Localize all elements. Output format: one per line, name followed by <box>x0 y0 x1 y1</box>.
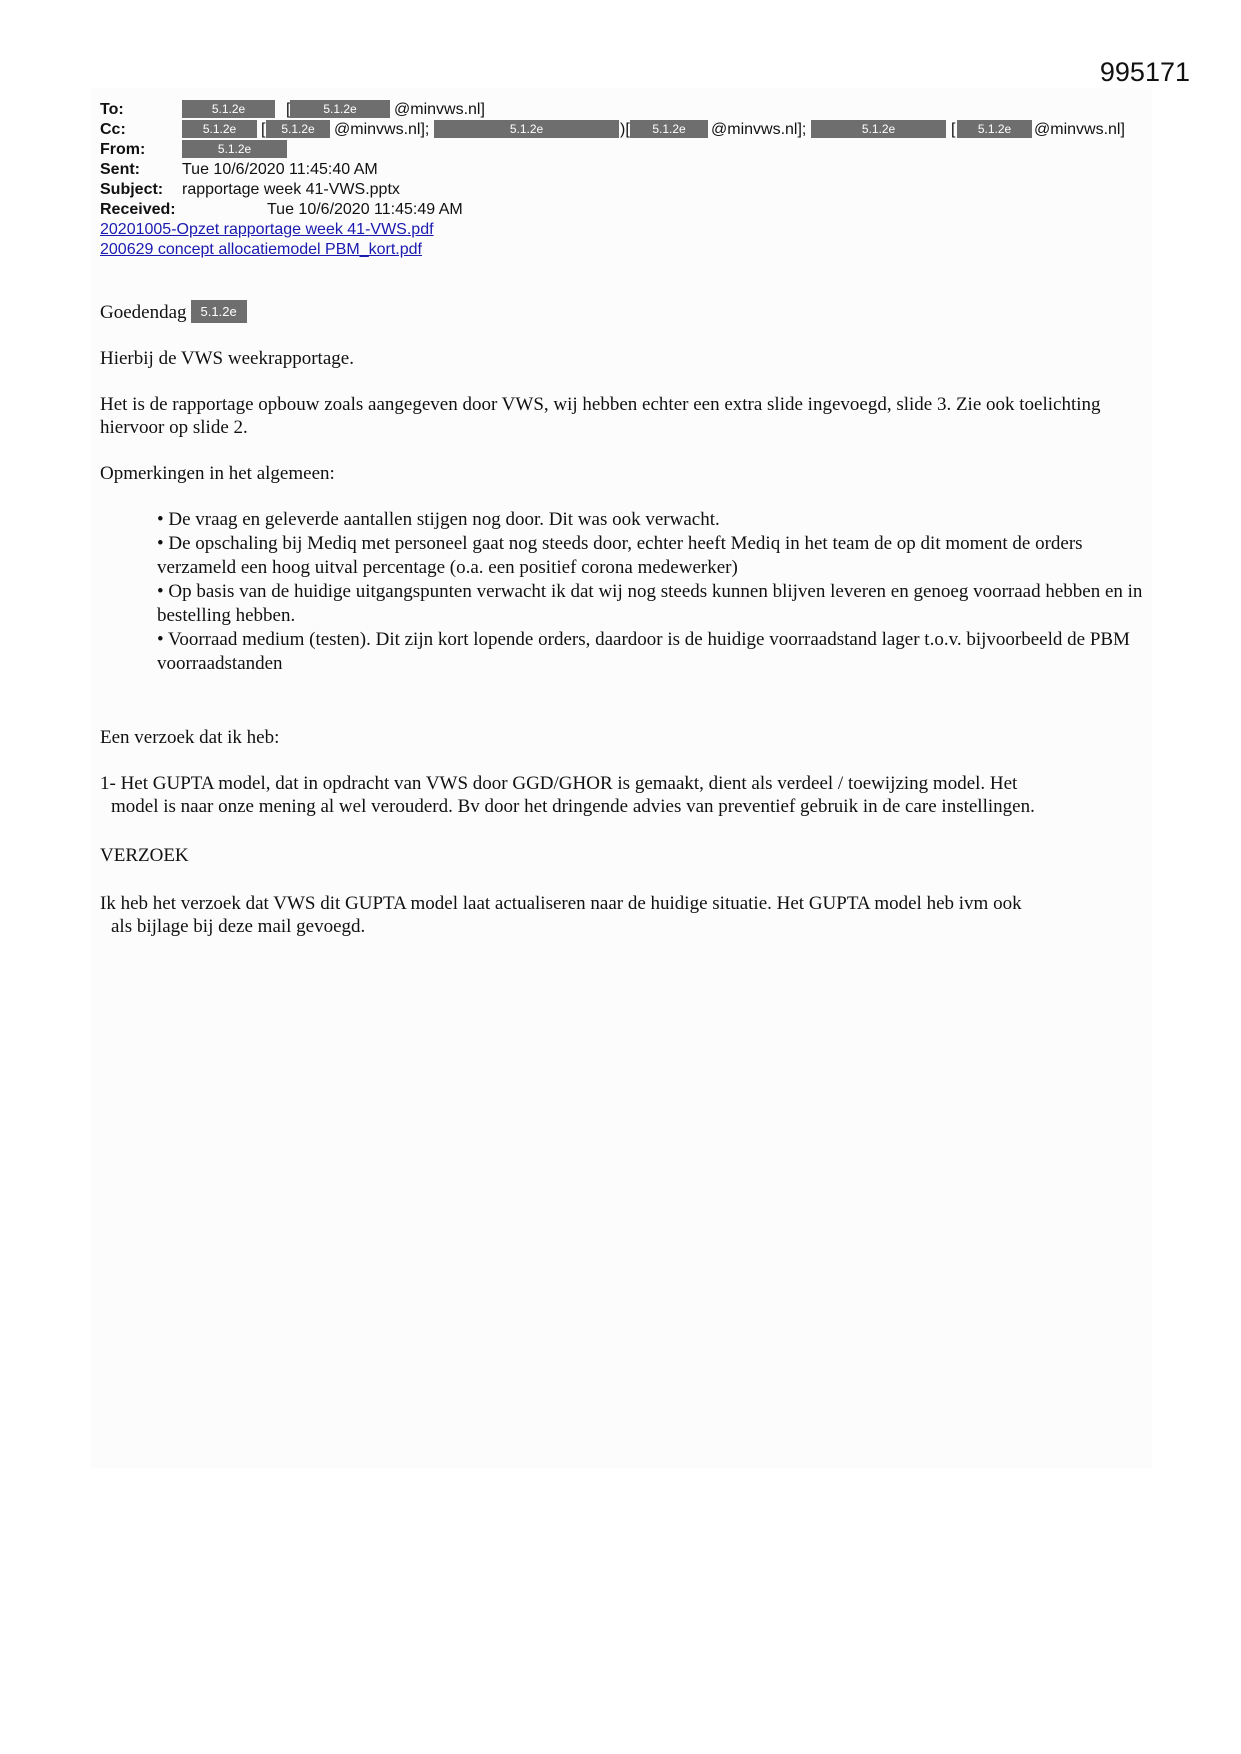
request-line: 1- Het GUPTA model, dat in opdracht van VWS door GGD/GHOR is gemaakt, dient als verdeel / toewijzing model. Het <box>100 773 1018 794</box>
to-label: To: <box>100 101 124 118</box>
to-email-domain: @minvws.nl] <box>394 101 485 118</box>
subject-value: rapportage week 41-VWS.pptx <box>182 181 400 198</box>
bracket: )[ <box>620 121 630 138</box>
redaction-box: 5.1.2e <box>266 120 330 138</box>
body-paragraph <box>100 892 1140 938</box>
body-paragraph: Het is de rapportage opbouw zoals aangegeven door VWS, wij hebben echter een extra slide ingevoegd, slide 3. Zie ook toelichting hiervoor op slide 2. <box>100 394 1101 438</box>
list-item: • Voorraad medium (testen). Dit zijn kort lopende orders, daardoor is de huidige voorraadstand lager t.o.v. bijvoorbeeld de PBM voorraadstanden <box>157 629 1130 674</box>
sent-value: Tue 10/6/2020 11:45:40 AM <box>182 161 378 178</box>
redaction-box: 5.1.2e <box>182 140 287 158</box>
sent-label: Sent: <box>100 161 140 178</box>
body-paragraph: Een verzoek dat ik heb: <box>100 727 280 748</box>
redaction-box: 5.1.2e <box>811 120 946 138</box>
greeting-line <box>100 300 1140 324</box>
redaction-box: 5.1.2e <box>182 120 257 138</box>
redaction-box: 5.1.2e <box>434 120 619 138</box>
body-paragraph: Opmerkingen in het algemeen: <box>100 463 335 484</box>
attachment-link[interactable]: 20201005-Opzet rapportage week 41-VWS.pdf <box>100 221 434 238</box>
from-label: From: <box>100 141 146 158</box>
redaction-box: 5.1.2e <box>957 120 1032 138</box>
redaction-box: 5.1.2e <box>191 300 247 323</box>
request-line: model is naar onze mening al wel verouderd. Bv door het dringende advies van preventief gebruik in de care instellingen. <box>111 796 1035 817</box>
received-label: Received: <box>100 201 176 218</box>
document-number: 995171 <box>1099 57 1190 87</box>
attachment-link[interactable]: 200629 concept allocatiemodel PBM_kort.pdf <box>100 241 422 258</box>
cc-email-domain: @minvws.nl]; <box>334 121 430 138</box>
received-value: Tue 10/6/2020 11:45:49 AM <box>267 201 463 218</box>
list-item: • Op basis van de huidige uitgangspunten verwacht ik dat wij nog steeds kunnen blijven leveren en genoeg voorraad hebben en in bestelling hebben. <box>157 581 1143 626</box>
greeting-text: Goedendag <box>100 302 187 323</box>
subject-label: Subject: <box>100 181 164 198</box>
redaction-box: 5.1.2e <box>290 100 390 118</box>
remarks-list <box>157 508 1147 676</box>
list-item: • De opschaling bij Mediq met personeel gaat nog steeds door, echter heeft Mediq in het team de op dit moment de orders verzameld een hoog uitval percentage (o.a. een positief corona medewerker) <box>157 533 1083 578</box>
request-line: als bijlage bij deze mail gevoegd. <box>111 916 366 937</box>
bracket: [ <box>286 101 291 118</box>
redaction-box: 5.1.2e <box>630 120 708 138</box>
redaction-box: 5.1.2e <box>182 100 275 118</box>
body-paragraph: Hierbij de VWS weekrapportage. <box>100 348 354 369</box>
body-heading: VERZOEK <box>100 845 189 866</box>
cc-label: Cc: <box>100 121 126 138</box>
cc-email-domain: @minvws.nl] <box>1034 121 1125 138</box>
cc-email-domain: @minvws.nl]; <box>711 121 807 138</box>
request-line: Ik heb het verzoek dat VWS dit GUPTA model laat actualiseren naar de huidige situatie. Het GUPTA model heb ivm ook <box>100 893 1022 914</box>
bracket: [ <box>261 121 266 138</box>
bracket: [ <box>951 121 956 138</box>
list-item: • De vraag en geleverde aantallen stijgen nog door. Dit was ook verwacht. <box>157 509 720 530</box>
body-paragraph <box>100 772 1140 818</box>
